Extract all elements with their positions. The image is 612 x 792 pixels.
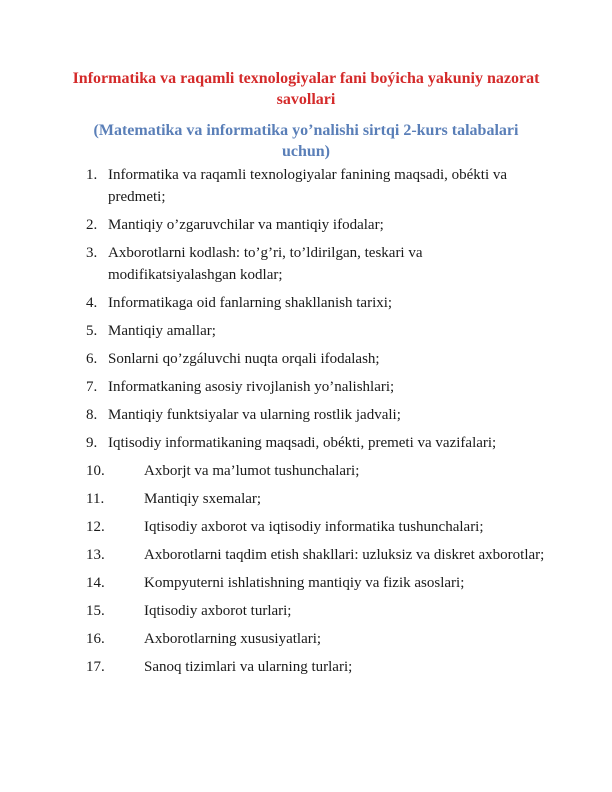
question-number: 2.	[86, 217, 98, 233]
question-text: Axborotlarning xususiyatlari;	[144, 631, 322, 647]
question-number: 17.	[86, 659, 105, 675]
question-number: 4.	[86, 295, 98, 311]
question-item	[0, 600, 612, 622]
question-text: Iqtisodiy informatikaning maqsadi, obékti, premeti va vazifalari;	[108, 435, 497, 451]
question-text: Iqtisodiy axborot va iqtisodiy informatika tushunchalari;	[144, 519, 484, 535]
question-text: Kompyuterni ishlatishning mantiqiy va fizik asoslari;	[144, 575, 465, 591]
document-title: Informatika va raqamli texnologiyalar fani boýicha yakuniy nazorat savollari	[72, 70, 540, 108]
question-text: Mantiqiy sxemalar;	[144, 491, 262, 507]
question-number: 16.	[86, 631, 105, 647]
question-item	[0, 516, 612, 538]
question-item	[0, 488, 612, 510]
question-number: 9.	[86, 435, 98, 451]
question-item	[0, 376, 612, 398]
question-number: 12.	[86, 519, 105, 535]
question-text: Axborjt va ma’lumot tushunchalari;	[144, 463, 360, 479]
question-number: 14.	[86, 575, 105, 591]
question-number: 7.	[86, 379, 98, 395]
document-subtitle: (Matematika va informatika yo’nalishi sirtqi 2-kurs talabalari uchun)	[93, 122, 519, 160]
question-item	[0, 348, 612, 370]
question-item	[0, 460, 612, 482]
question-item	[0, 214, 612, 236]
question-number: 1.	[86, 167, 98, 183]
question-text: Axborotlarni taqdim etish shakllari: uzluksiz va diskret axborotlar;	[144, 547, 545, 563]
question-text: Iqtisodiy axborot turlari;	[144, 603, 292, 619]
question-number: 5.	[86, 323, 98, 339]
question-item	[0, 628, 612, 650]
question-number: 10.	[86, 463, 105, 479]
question-text: Informatikaga oid fanlarning shakllanish tarixi;	[108, 295, 393, 311]
question-text: Mantiqiy amallar;	[108, 323, 216, 339]
question-number: 15.	[86, 603, 105, 619]
question-number: 8.	[86, 407, 98, 423]
question-item	[0, 572, 612, 594]
question-number: 11.	[86, 491, 105, 507]
question-item	[0, 164, 612, 208]
question-number: 6.	[86, 351, 98, 367]
question-text: Axborotlarni kodlash: to’g’ri, to’ldirilgan, teskari va modifikatsiyalashgan kodlar;	[108, 245, 423, 283]
question-item	[0, 544, 612, 566]
question-item	[0, 292, 612, 314]
question-item	[0, 432, 612, 454]
question-text: Mantiqiy funktsiyalar va ularning rostlik jadvali;	[108, 407, 401, 423]
question-item	[0, 242, 612, 286]
question-item	[0, 656, 612, 678]
question-text: Informatkaning asosiy rivojlanish yo’nalishlari;	[108, 379, 395, 395]
question-text: Informatika va raqamli texnologiyalar fanining maqsadi, obékti va predmeti;	[108, 167, 508, 205]
question-list	[0, 164, 612, 684]
question-item	[0, 404, 612, 426]
question-text: Sanoq tizimlari va ularning turlari;	[144, 659, 353, 675]
question-number: 13.	[86, 547, 105, 563]
question-number: 3.	[86, 245, 98, 261]
question-text: Mantiqiy o’zgaruvchilar va mantiqiy ifodalar;	[108, 217, 384, 233]
question-item	[0, 320, 612, 342]
question-text: Sonlarni qo’zgáluvchi nuqta orqali ifodalash;	[108, 351, 380, 367]
